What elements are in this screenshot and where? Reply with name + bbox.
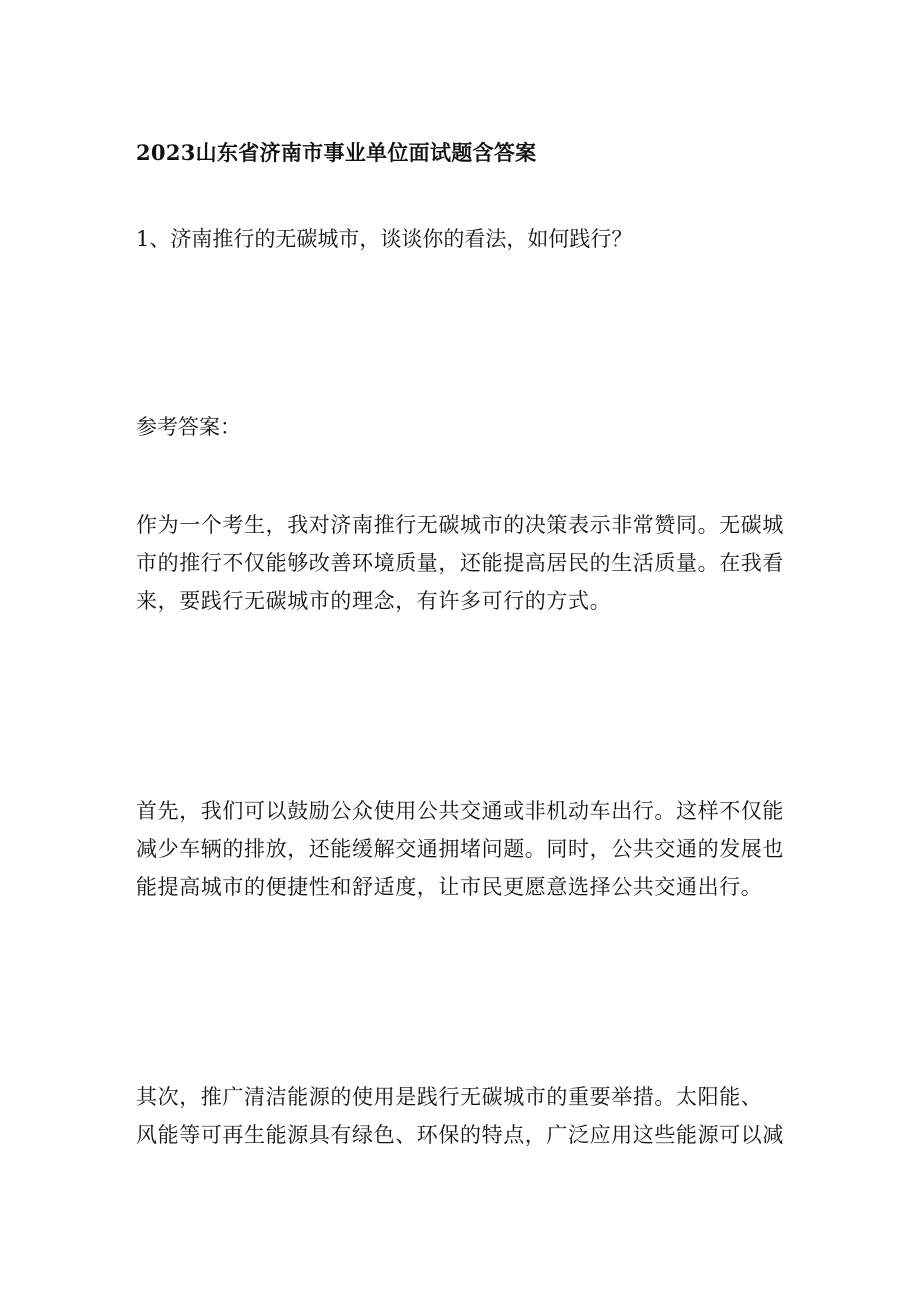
- paragraph-line: 来，要践行无碳城市的理念，有许多可行的方式。: [136, 589, 612, 613]
- answer-label: 参考答案：: [136, 415, 241, 439]
- paragraph-line: 能提高城市的便捷性和舒适度，让市民更愿意选择公共交通出行。: [136, 875, 763, 899]
- paragraph-line: 首先，我们可以鼓励公众使用公共交通或非机动车出行。这样不仅能: [136, 799, 784, 823]
- paragraph-line: 风能等可再生能源具有绿色、环保的特点，广泛应用这些能源可以减: [136, 1123, 784, 1147]
- question-text: 1、济南推行的无碳城市，谈谈你的看法，如何践行？: [136, 227, 633, 251]
- paragraph-line: 减少车辆的排放，还能缓解交通拥堵问题。同时，公共交通的发展也: [136, 837, 784, 861]
- answer-paragraph-2: [136, 792, 796, 906]
- paragraph-line: 市的推行不仅能够改善环境质量，还能提高居民的生活质量。在我看: [136, 551, 784, 575]
- answer-paragraph-1: [136, 506, 796, 620]
- answer-paragraph-3: [136, 1078, 796, 1154]
- paragraph-line: 作为一个考生，我对济南推行无碳城市的决策表示非常赞同。无碳城: [136, 513, 784, 537]
- paragraph-line: 其次，推广清洁能源的使用是践行无碳城市的重要举措。太阳能、: [136, 1085, 763, 1109]
- document-title: 2023山东省济南市事业单位面试题含答案: [136, 140, 537, 165]
